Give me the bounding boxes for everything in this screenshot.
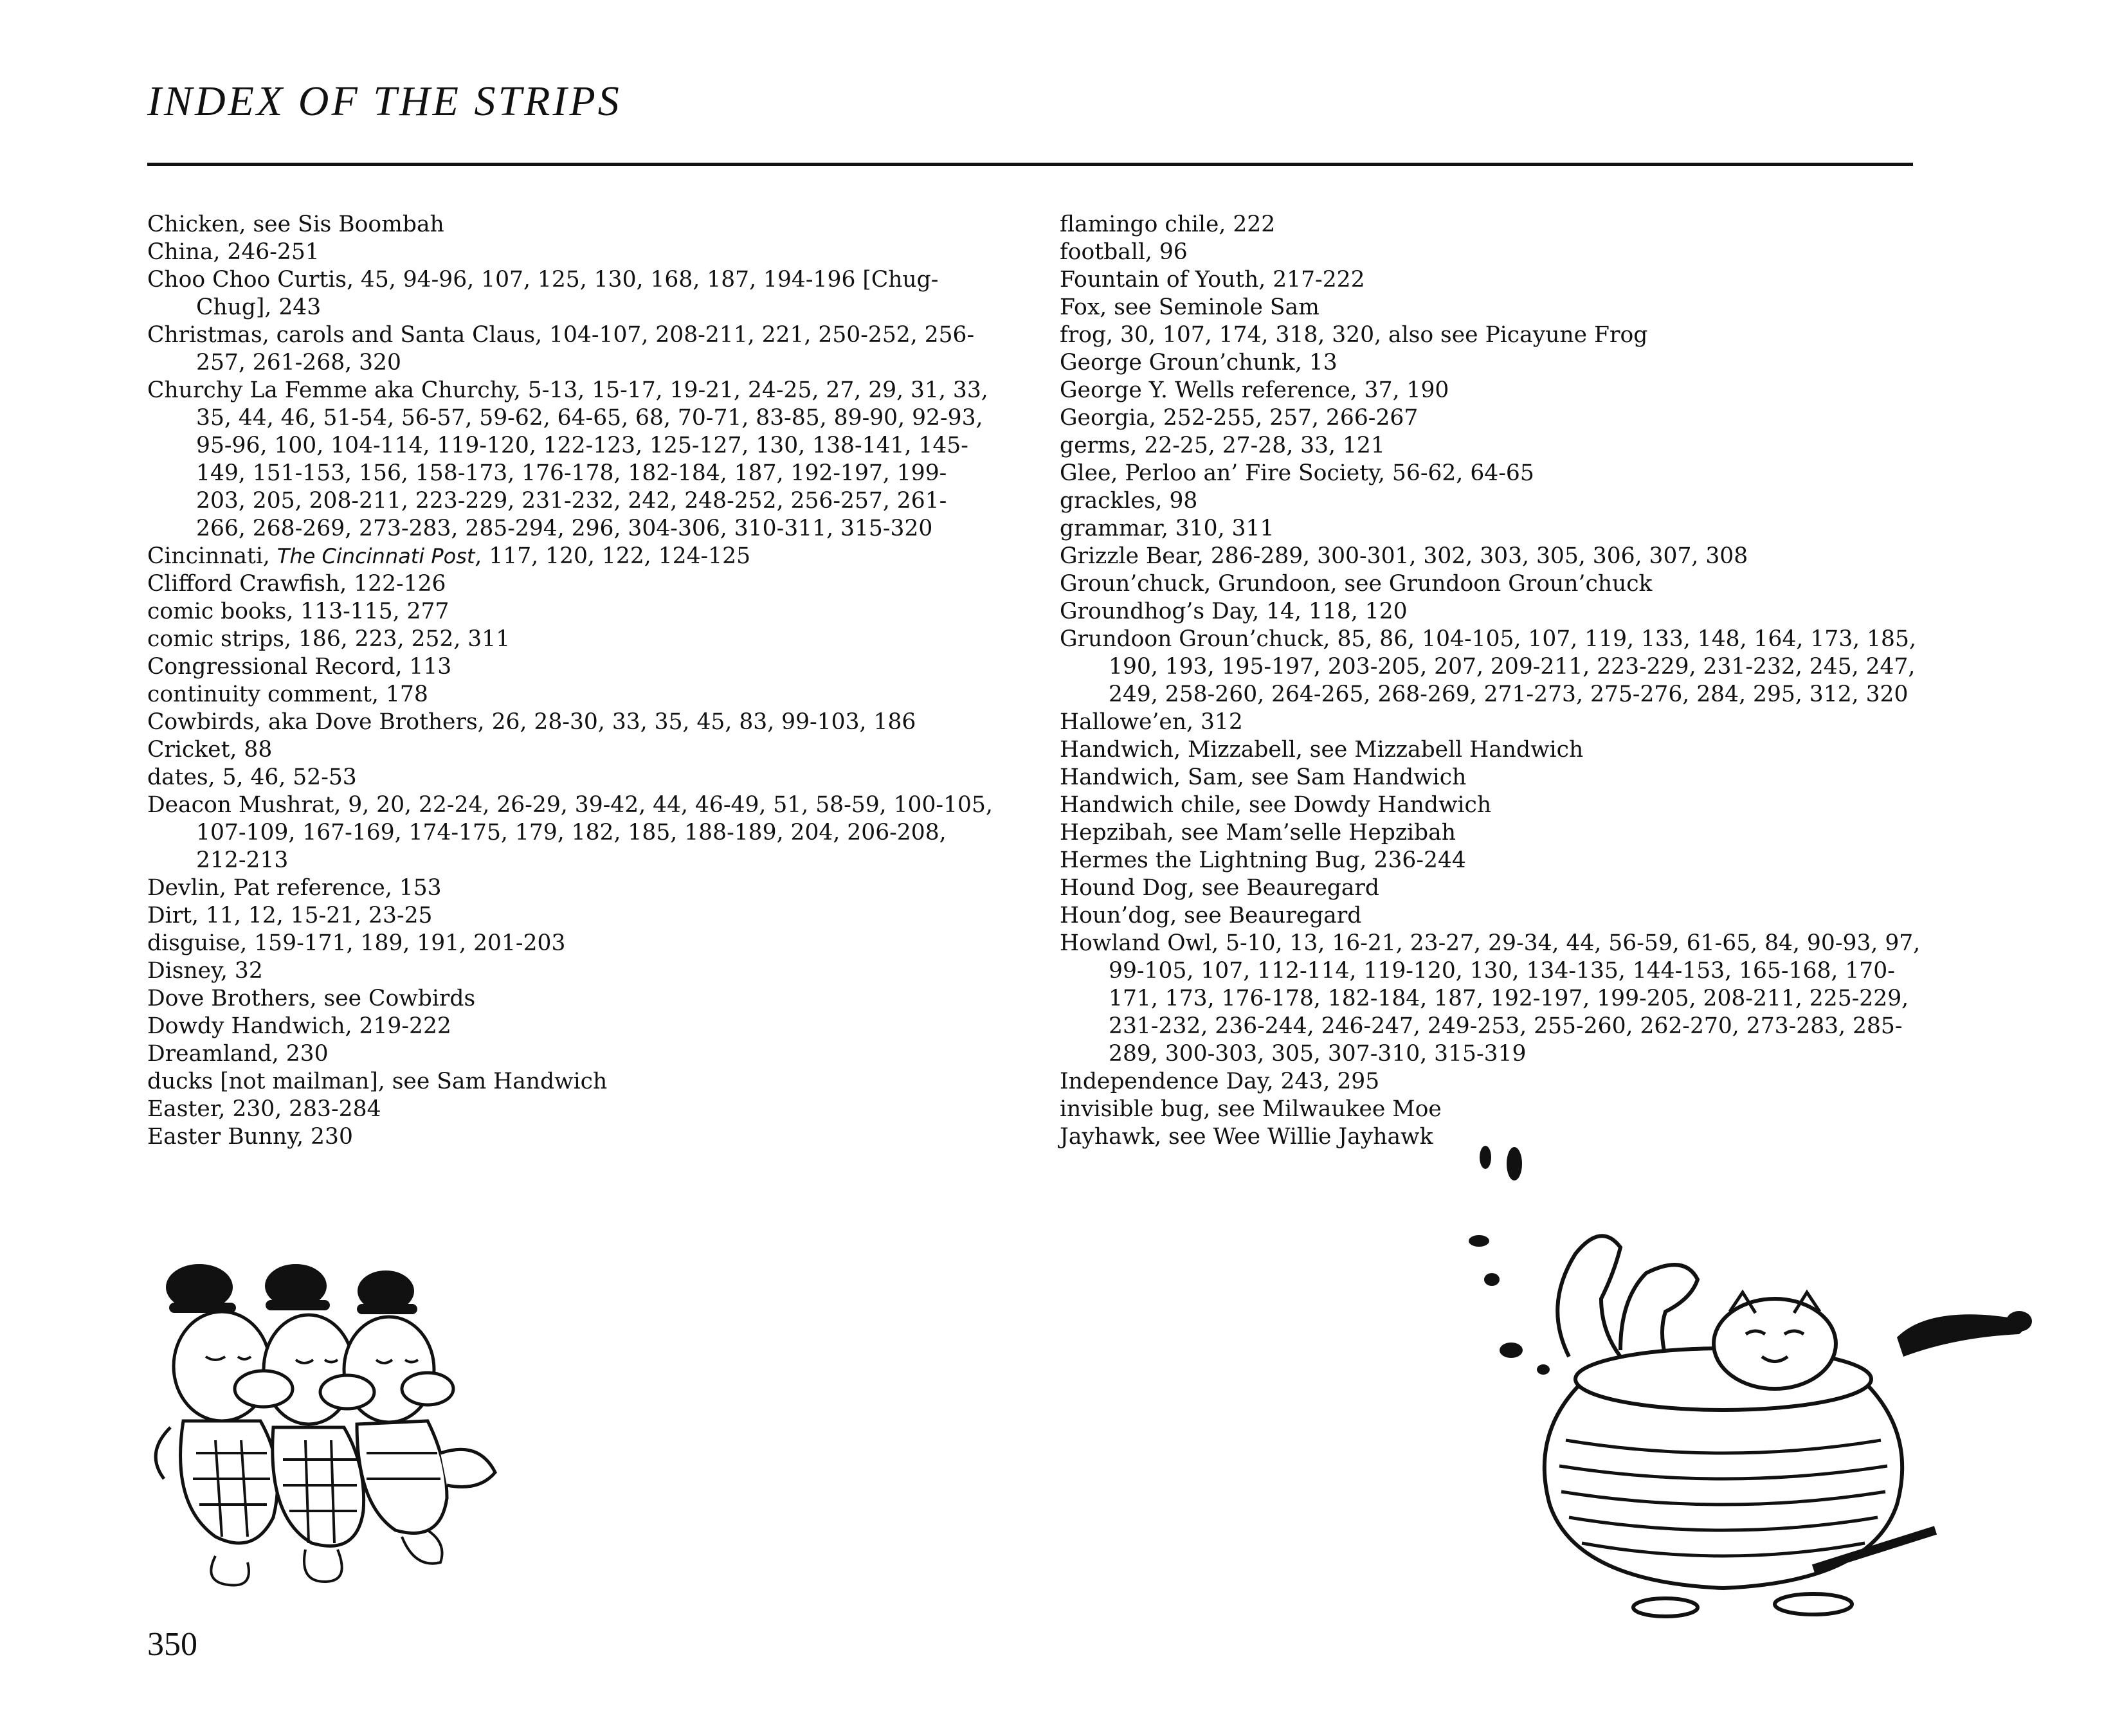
index-entry: flamingo chile, 222 xyxy=(1060,212,1276,237)
index-entry: Grizzle Bear, 286-289, 300-301, 302, 303, 305, 306, 307, 308 xyxy=(1060,543,1748,569)
index-entry: Houn’dog, see Beauregard xyxy=(1060,903,1362,928)
index-entry: Fox, see Seminole Sam xyxy=(1060,294,1319,320)
pot-splash-illustration xyxy=(1453,1144,2032,1620)
index-entry: Hallowe’en, 312 xyxy=(1060,709,1243,735)
index-entry: disguise, 159-171, 189, 191, 201-203 xyxy=(147,930,566,956)
index-entry: Fountain of Youth, 217-222 xyxy=(1060,267,1365,293)
index-entry: Dreamland, 230 xyxy=(147,1041,329,1067)
index-entry: Cowbirds, aka Dove Brothers, 26, 28-30, 33, 35, 45, 83, 99-103, 186 xyxy=(147,709,916,735)
title-rule xyxy=(147,163,1913,166)
index-entry: Dowdy Handwich, 219-222 xyxy=(147,1013,451,1039)
index-column-right xyxy=(1060,211,1928,1151)
index-entry: Hound Dog, see Beauregard xyxy=(1060,875,1379,901)
index-entry: germs, 22-25, 27-28, 33, 121 xyxy=(1060,433,1385,458)
cowbirds-illustration xyxy=(145,1260,518,1607)
index-entry: Georgia, 252-255, 257, 266-267 xyxy=(1060,405,1419,431)
index-entry: invisible bug, see Milwaukee Moe xyxy=(1060,1096,1442,1122)
publication-title: The Cincinnati Post xyxy=(277,544,475,568)
index-entry: Christmas, carols and Santa Claus, 104-107, 208-211, 221, 250-252, 256-257, 261-268, 320 xyxy=(147,322,975,375)
index-entry: Devlin, Pat reference, 153 xyxy=(147,875,442,901)
index-entry: Disney, 32 xyxy=(147,958,263,984)
index-entry: George Groun’chunk, 13 xyxy=(1060,350,1338,375)
index-entry: Dirt, 11, 12, 15-21, 23-25 xyxy=(147,903,433,928)
index-entry-cincinnati xyxy=(147,543,996,570)
index-entry: Jayhawk, see Wee Willie Jayhawk xyxy=(1060,1124,1433,1150)
entry-suffix: , 117, 120, 122, 124-125 xyxy=(475,543,751,569)
index-entry: Congressional Record, 113 xyxy=(147,654,452,680)
index-entry: football, 96 xyxy=(1060,239,1188,265)
index-entry: Choo Choo Curtis, 45, 94-96, 107, 125, 130, 168, 187, 194-196 [Chug-Chug], 243 xyxy=(147,267,939,320)
index-entry: Groun’chuck, Grundoon, see Grundoon Groun’chuck xyxy=(1060,571,1653,597)
index-entry: comic books, 113-115, 277 xyxy=(147,599,449,624)
index-entry: Chicken, see Sis Boombah xyxy=(147,212,444,237)
entry-prefix: Cincinnati, xyxy=(147,543,277,569)
index-entry: Groundhog’s Day, 14, 118, 120 xyxy=(1060,599,1408,624)
page-number: 350 xyxy=(147,1626,197,1663)
index-entry: Howland Owl, 5-10, 13, 16-21, 23-27, 29-34, 44, 56-59, 61-65, 84, 90-93, 97, 99-105, 107, 112-114, 119-120, 130, 134-135, 144-153, 165-168, 170-171, 173, 176-178, 182-184, 187, 192-197, 199-205, 208-211, 225-229, 231-232, 236-244, 246-247, 249-253, 255-260, 262-270, 273-283, 285-289, 300-303, 305, 307-310, 315-319 xyxy=(1060,930,1921,1067)
index-entry: Independence Day, 243, 295 xyxy=(1060,1069,1380,1094)
index-entry: Easter, 230, 283-284 xyxy=(147,1096,381,1122)
index-entry: Cricket, 88 xyxy=(147,737,273,763)
index-entry: grammar, 310, 311 xyxy=(1060,516,1274,541)
index-entry: Handwich, Sam, see Sam Handwich xyxy=(1060,764,1467,790)
index-entry: Handwich chile, see Dowdy Handwich xyxy=(1060,792,1492,818)
index-entry: George Y. Wells reference, 37, 190 xyxy=(1060,377,1449,403)
index-entry: comic strips, 186, 223, 252, 311 xyxy=(147,626,511,652)
index-entry: Handwich, Mizzabell, see Mizzabell Handwich xyxy=(1060,737,1584,763)
index-entry: frog, 30, 107, 174, 318, 320, also see Picayune Frog xyxy=(1060,322,1648,348)
index-entry: Easter Bunny, 230 xyxy=(147,1124,353,1150)
index-entry: Glee, Perloo an’ Fire Society, 56-62, 64-65 xyxy=(1060,460,1534,486)
index-entry: Hermes the Lightning Bug, 236-244 xyxy=(1060,847,1466,873)
index-column-left xyxy=(147,211,996,1151)
index-entry: dates, 5, 46, 52-53 xyxy=(147,764,357,790)
index-entry: Clifford Crawfish, 122-126 xyxy=(147,571,446,597)
index-entry: Grundoon Groun’chuck, 85, 86, 104-105, 107, 119, 133, 148, 164, 173, 185, 190, 193, 195-197, 203-205, 207, 209-211, 223-229, 231-232, 245, 247, 249, 258-260, 264-265, 268-269, 271-273, 275-276, 284, 295, 312, 320 xyxy=(1060,626,1916,707)
index-entry: ducks [not mailman], see Sam Handwich xyxy=(147,1069,608,1094)
index-entry: Hepzibah, see Mam’selle Hepzibah xyxy=(1060,820,1456,845)
index-entry: Deacon Mushrat, 9, 20, 22-24, 26-29, 39-42, 44, 46-49, 51, 58-59, 100-105, 107-109, 167-169, 174-175, 179, 182, 185, 188-189, 204, 206-208, 212-213 xyxy=(147,792,993,873)
index-entry: China, 246-251 xyxy=(147,239,320,265)
index-entry: continuity comment, 178 xyxy=(147,682,428,707)
page-title: INDEX OF THE STRIPS xyxy=(147,78,622,125)
index-entry: grackles, 98 xyxy=(1060,488,1198,514)
index-entry: Churchy La Femme aka Churchy, 5-13, 15-17, 19-21, 24-25, 27, 29, 31, 33, 35, 44, 46, 51-54, 56-57, 59-62, 64-65, 68, 70-71, 83-85, 89-90, 92-93, 95-96, 100, 104-114, 119-120, 122-123, 125-127, 130, 138-141, 145-149, 151-153, 156, 158-173, 176-178, 182-184, 187, 192-197, 199-203, 205, 208-211, 223-229, 231-232, 242, 248-252, 256-257, 261-266, 268-269, 273-283, 285-294, 296, 304-306, 310-311, 315-320 xyxy=(147,377,988,541)
index-entry: Dove Brothers, see Cowbirds xyxy=(147,986,476,1011)
